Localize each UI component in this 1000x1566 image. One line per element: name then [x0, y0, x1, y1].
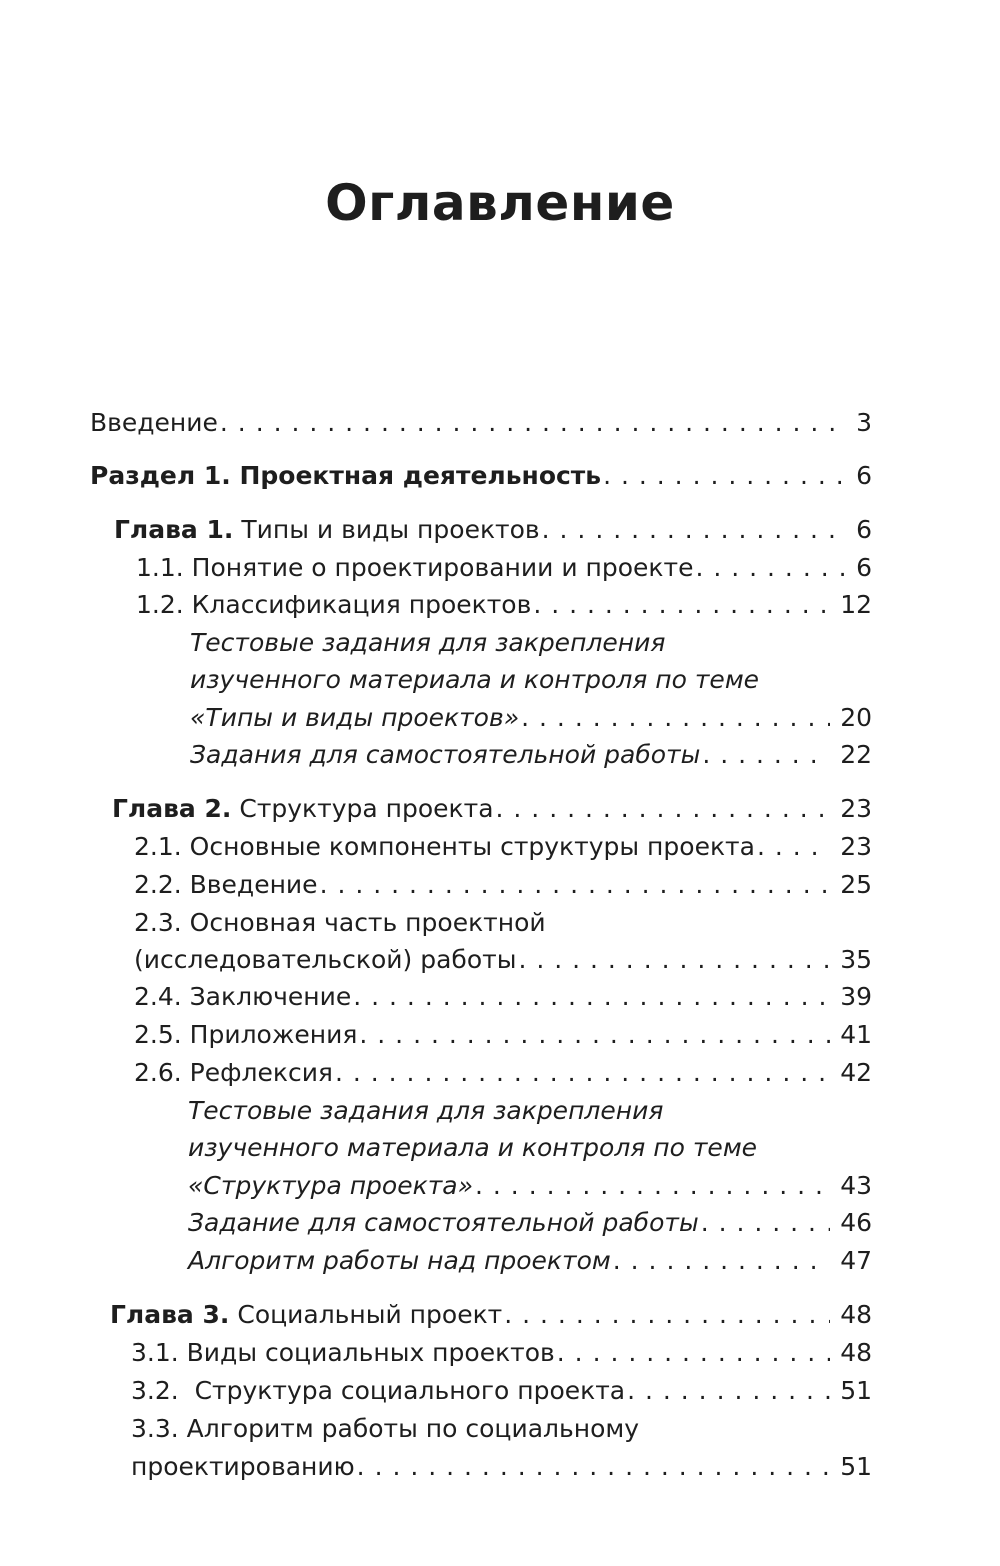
toc-page-number: 41: [840, 1020, 872, 1049]
toc-page-number: 51: [840, 1376, 872, 1405]
toc-entry-section-1[interactable]: [90, 457, 872, 495]
toc-entry-chapter-2[interactable]: [112, 790, 872, 828]
toc-page-number: 20: [840, 703, 872, 732]
dot-leader: [494, 790, 831, 828]
dot-leader: [357, 1016, 830, 1054]
toc-page-number: 43: [840, 1171, 872, 1200]
toc-entry-chapter-3[interactable]: [110, 1296, 872, 1334]
toc-page-number: 6: [856, 515, 872, 544]
toc-entry-label: 3.3. Алгоритм работы по социальному: [131, 1414, 640, 1443]
toc-entry-2-task[interactable]: [188, 1204, 872, 1242]
toc-page-number: 25: [840, 870, 872, 899]
toc-page-number: 47: [840, 1246, 872, 1275]
toc-page-number: 3: [856, 408, 872, 437]
toc-entry-label: 2.2. Введение: [134, 870, 318, 899]
toc-page-number: 48: [840, 1338, 872, 1367]
toc-page-number: 6: [856, 461, 872, 490]
toc-entry-label: Типы и виды проектов: [241, 515, 540, 544]
toc-entry-label: Алгоритм работы над проектом: [188, 1246, 611, 1275]
dot-leader: [519, 699, 830, 737]
toc-entry-2-5[interactable]: [134, 1016, 872, 1054]
toc-entry-3-2[interactable]: [131, 1372, 872, 1410]
dot-leader: [625, 1372, 830, 1410]
toc-entry-2-1[interactable]: [134, 828, 872, 866]
toc-entry-label: изученного материала и контроля по теме: [188, 1133, 758, 1162]
toc-entry-2-3-line1: [134, 904, 546, 942]
toc-entry-label: «Структура проекта»: [188, 1171, 474, 1200]
toc-entry-label: изученного материала и контроля по теме: [190, 665, 760, 694]
toc-entry-3-3-line1: [131, 1410, 639, 1448]
toc-entry-2-4[interactable]: [134, 978, 872, 1016]
toc-entry-1-2[interactable]: [136, 586, 872, 624]
toc-entry-1-tests-line2: [190, 661, 759, 699]
toc-entry-2-tests-line2: [188, 1129, 757, 1167]
dot-leader: [355, 1448, 831, 1486]
toc-entry-1-tests[interactable]: [190, 699, 872, 737]
toc-page-number: 48: [840, 1300, 872, 1329]
dot-leader: [611, 1242, 830, 1280]
toc-entry-label: «Типы и виды проектов»: [190, 703, 520, 732]
dot-leader: [540, 511, 846, 549]
toc-entry-label: 2.1. Основные компоненты структуры проекта: [134, 832, 755, 861]
dot-leader: [601, 457, 846, 495]
toc-page-number: 22: [840, 740, 872, 769]
dot-leader: [333, 1054, 830, 1092]
dot-leader: [218, 404, 846, 442]
toc-entry-label: Задание для самостоятельной работы: [188, 1208, 699, 1237]
toc-entry-label: Структура проекта: [239, 794, 494, 823]
toc-entry-3-3[interactable]: [131, 1448, 872, 1486]
dot-leader: [473, 1167, 830, 1205]
toc-page-number: 23: [840, 832, 872, 861]
toc-entry-label: 1.2. Классификация проектов: [136, 590, 532, 619]
toc-page-number: 35: [840, 945, 872, 974]
dot-leader: [502, 1296, 830, 1334]
dot-leader: [693, 549, 846, 587]
toc-entry-label: Тестовые задания для закрепления: [188, 1096, 664, 1125]
toc-entry-1-1[interactable]: [136, 549, 872, 587]
dot-leader: [531, 586, 830, 624]
toc-entry-label: 2.4. Заключение: [134, 982, 352, 1011]
toc-entry-label: 2.3. Основная часть проектной: [134, 908, 546, 937]
toc-entry-label: 1.1. Понятие о проектировании и проекте: [136, 553, 694, 582]
dot-leader: [516, 941, 830, 979]
toc-page-number: 23: [840, 794, 872, 823]
toc-entry-1-tests-line1: [190, 624, 665, 662]
toc-entry-2-tests-line1: [188, 1092, 663, 1130]
dot-leader: [555, 1334, 830, 1372]
dot-leader: [351, 978, 830, 1016]
dot-leader: [699, 1204, 831, 1242]
toc-page-number: 46: [840, 1208, 872, 1237]
dot-leader: [700, 736, 830, 774]
toc-entry-label: 3.2. Структура социального проекта: [131, 1376, 626, 1405]
toc-page-number: 6: [856, 553, 872, 582]
toc-entry-label: (исследовательской) работы: [134, 945, 517, 974]
toc-entry-label: 3.1. Виды социальных проектов: [131, 1338, 555, 1367]
toc-page-number: 51: [840, 1452, 872, 1481]
toc-entry-label: Раздел 1. Проектная деятельность: [90, 461, 602, 490]
toc-page-number: 39: [840, 982, 872, 1011]
chapter-prefix: Глава 1.: [114, 515, 234, 544]
toc-entry-label: проектированию: [131, 1452, 355, 1481]
page-title: Оглавление: [325, 174, 675, 232]
toc-entry-1-tasks[interactable]: [190, 736, 872, 774]
chapter-prefix: Глава 3.: [110, 1300, 230, 1329]
toc-entry-chapter-1[interactable]: [114, 511, 872, 549]
toc-entry-2-6[interactable]: [134, 1054, 872, 1092]
toc-entry-2-algorithm[interactable]: [188, 1242, 872, 1280]
toc-page-number: 12: [840, 590, 872, 619]
toc-entry-2-3[interactable]: [134, 941, 872, 979]
toc-page-number: 42: [840, 1058, 872, 1087]
dot-leader: [755, 828, 830, 866]
toc-entry-label: 2.6. Рефлексия: [134, 1058, 333, 1087]
toc-entry-label: Задания для самостоятельной работы: [190, 740, 701, 769]
toc-entry-label: 2.5. Приложения: [134, 1020, 358, 1049]
toc-entry-label: Социальный проект: [237, 1300, 503, 1329]
toc-entry-intro[interactable]: [90, 404, 872, 442]
toc-entry-3-1[interactable]: [131, 1334, 872, 1372]
toc-entry-label: Введение: [90, 408, 218, 437]
toc-entry-2-2[interactable]: [134, 866, 872, 904]
toc-entry-2-tests[interactable]: [188, 1167, 872, 1205]
chapter-prefix: Глава 2.: [112, 794, 232, 823]
toc-entry-label: Тестовые задания для закрепления: [190, 628, 666, 657]
dot-leader: [318, 866, 831, 904]
